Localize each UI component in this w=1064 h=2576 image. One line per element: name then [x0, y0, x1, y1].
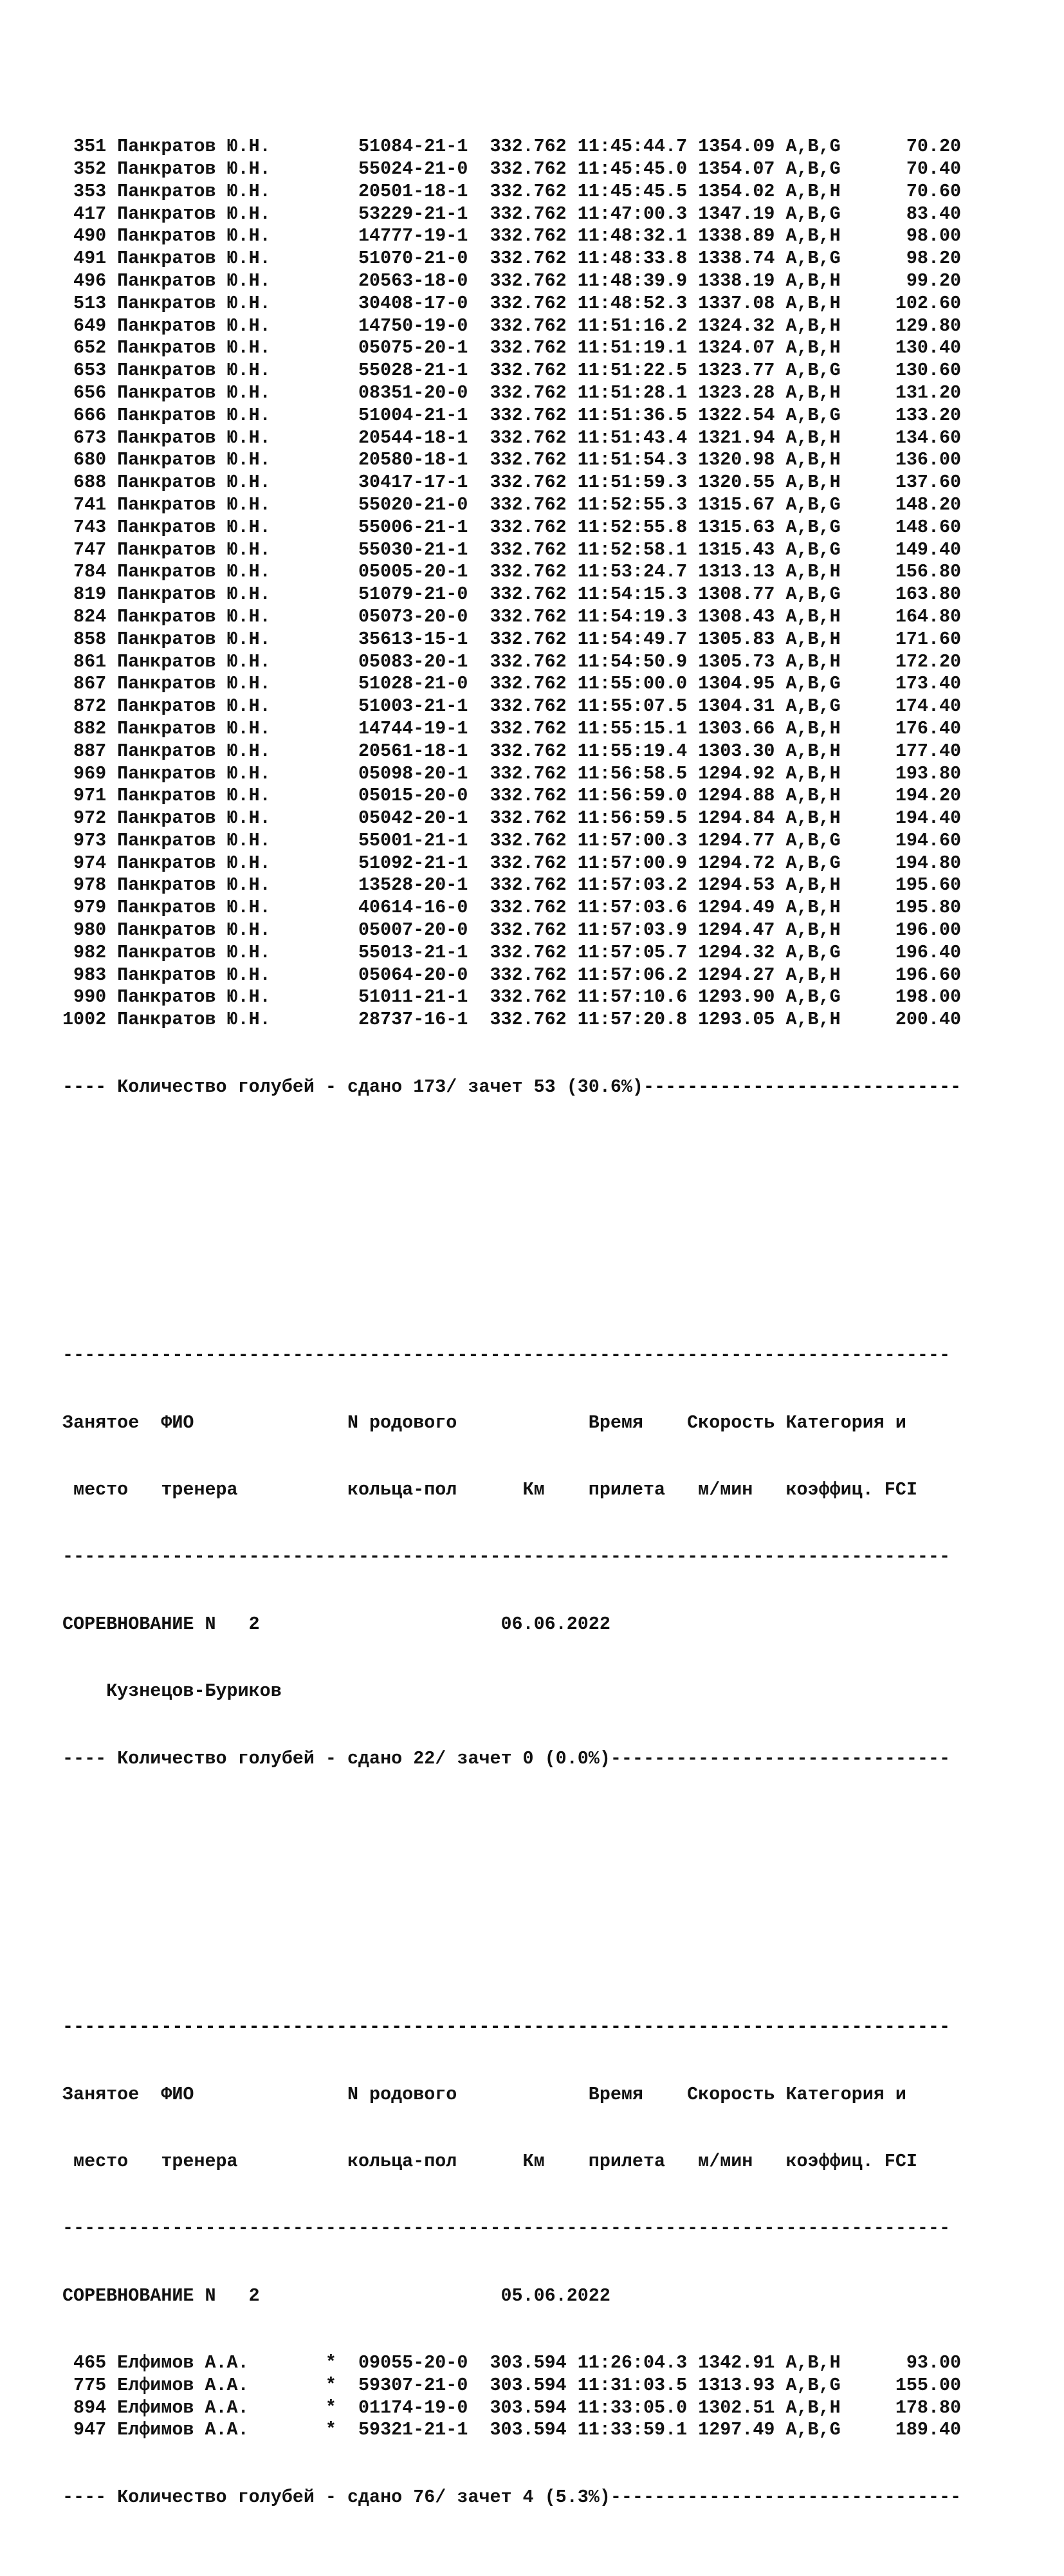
- column-header-line-1: Занятое ФИО N родового Время Скорость Категория и: [62, 1412, 906, 1433]
- table-row: 743 Панкратов Ю.Н. 55006-21-1 332.762 11:52:55.8 1315.63 A,B,G 148.60: [62, 516, 962, 538]
- results-table: [62, 2352, 1040, 2442]
- participant-name: Кузнецов-Буриков: [62, 1680, 282, 1702]
- section-1-results: [62, 91, 1040, 1143]
- table-row: 656 Панкратов Ю.Н. 08351-20-0 332.762 11:51:28.1 1323.28 A,B,H 131.20: [62, 382, 962, 403]
- table-row: 882 Панкратов Ю.Н. 14744-19-1 332.762 11:55:15.1 1303.66 A,B,H 176.40: [62, 717, 962, 739]
- table-row: 990 Панкратов Ю.Н. 51011-21-1 332.762 11:57:10.6 1293.90 A,B,G 198.00: [62, 986, 962, 1008]
- table-row: 673 Панкратов Ю.Н. 20544-18-1 332.762 11:51:43.4 1321.94 A,B,H 134.60: [62, 427, 962, 448]
- table-row: 652 Панкратов Ю.Н. 05075-20-1 332.762 11:51:19.1 1324.07 A,B,H 130.40: [62, 337, 962, 359]
- table-row: 666 Панкратов Ю.Н. 51004-21-1 332.762 11:51:36.5 1322.54 A,B,G 133.20: [62, 404, 962, 426]
- spacer: [62, 1882, 1040, 1904]
- header-rule-bottom: ---------------------------------------------------------------------------------: [62, 2218, 951, 2240]
- header-rule-bottom: ---------------------------------------------------------------------------------: [62, 1546, 951, 1568]
- table-row: 978 Панкратов Ю.Н. 13528-20-1 332.762 11:57:03.2 1294.53 A,B,H 195.60: [62, 874, 962, 896]
- competition-title: СОРЕВНОВАНИЕ N 2 05.06.2022: [62, 2285, 610, 2306]
- table-row: 969 Панкратов Ю.Н. 05098-20-1 332.762 11:56:58.5 1294.92 A,B,H 193.80: [62, 762, 962, 784]
- table-row: 858 Панкратов Ю.Н. 35613-15-1 332.762 11:54:49.7 1305.83 A,B,H 171.60: [62, 628, 962, 650]
- section-2: [62, 1300, 1040, 1815]
- column-header-line-1: Занятое ФИО N родового Время Скорость Категория и: [62, 2083, 906, 2105]
- competition-title: СОРЕВНОВАНИЕ N 2 06.06.2022: [62, 1613, 610, 1635]
- header-rule-top: ---------------------------------------------------------------------------------: [62, 1345, 951, 1366]
- table-row: 819 Панкратов Ю.Н. 51079-21-0 332.762 11:54:15.3 1308.77 A,B,G 163.80: [62, 584, 962, 605]
- table-row: 775 Елфимов А.А. * 59307-21-0 303.594 11:31:03.5 1313.93 A,B,G 155.00: [62, 2374, 962, 2396]
- table-row: 353 Панкратов Ю.Н. 20501-18-1 332.762 11:45:45.5 1354.02 A,B,H 70.60: [62, 180, 962, 202]
- table-row: 973 Панкратов Ю.Н. 55001-21-1 332.762 11:57:00.3 1294.77 A,B,G 194.60: [62, 829, 962, 851]
- table-row: 947 Елфимов А.А. * 59321-21-1 303.594 11:33:59.1 1297.49 A,B,G 189.40: [62, 2419, 962, 2441]
- table-row: 972 Панкратов Ю.Н. 05042-20-1 332.762 11:56:59.5 1294.84 A,B,H 194.40: [62, 807, 962, 829]
- table-row: 741 Панкратов Ю.Н. 55020-21-0 332.762 11:52:55.3 1315.67 A,B,G 148.20: [62, 493, 962, 515]
- table-row: 747 Панкратов Ю.Н. 55030-21-1 332.762 11:52:58.1 1315.43 A,B,G 149.40: [62, 538, 962, 560]
- table-row: 974 Панкратов Ю.Н. 51092-21-1 332.762 11:57:00.9 1294.72 A,B,G 194.80: [62, 852, 962, 874]
- results-report: [62, 46, 1040, 2576]
- table-row: 784 Панкратов Ю.Н. 05005-20-1 332.762 11:53:24.7 1313.13 A,B,H 156.80: [62, 561, 962, 583]
- column-header-line-2: место тренера кольца-пол Км прилета м/мин коэффиц. FCI: [62, 1479, 917, 1500]
- table-row: 653 Панкратов Ю.Н. 55028-21-1 332.762 11:51:22.5 1323.77 A,B,G 130.60: [62, 360, 962, 382]
- table-row: 496 Панкратов Ю.Н. 20563-18-0 332.762 11:48:39.9 1338.19 A,B,H 99.20: [62, 270, 962, 291]
- table-row: 490 Панкратов Ю.Н. 14777-19-1 332.762 11:48:32.1 1338.89 A,B,H 98.00: [62, 225, 962, 247]
- table-row: 465 Елфимов А.А. * 09055-20-0 303.594 11:26:04.3 1342.91 A,B,H 93.00: [62, 2352, 962, 2374]
- table-row: 491 Панкратов Ю.Н. 51070-21-0 332.762 11:48:33.8 1338.74 A,B,G 98.20: [62, 248, 962, 270]
- table-row: 982 Панкратов Ю.Н. 55013-21-1 332.762 11:57:05.7 1294.32 A,B,G 196.40: [62, 941, 962, 963]
- section-3: [62, 1972, 1040, 2554]
- table-row: 867 Панкратов Ю.Н. 51028-21-0 332.762 11:55:00.0 1304.95 A,B,G 173.40: [62, 673, 962, 695]
- table-row: 983 Панкратов Ю.Н. 05064-20-0 332.762 11:57:06.2 1294.27 A,B,H 196.60: [62, 964, 962, 986]
- section-2-summary: ---- Количество голубей - сдано 22/ зачет 0 (0.0%)-------------------------------: [62, 1747, 951, 1769]
- table-row: 688 Панкратов Ю.Н. 30417-17-1 332.762 11:51:59.3 1320.55 A,B,H 137.60: [62, 472, 962, 493]
- table-row: 352 Панкратов Ю.Н. 55024-21-0 332.762 11:45:45.0 1354.07 A,B,G 70.40: [62, 158, 962, 179]
- table-row: 824 Панкратов Ю.Н. 05073-20-0 332.762 11:54:19.3 1308.43 A,B,H 164.80: [62, 605, 962, 627]
- table-row: 872 Панкратов Ю.Н. 51003-21-1 332.762 11:55:07.5 1304.31 A,B,G 174.40: [62, 695, 962, 717]
- table-row: 417 Панкратов Ю.Н. 53229-21-1 332.762 11:47:00.3 1347.19 A,B,G 83.40: [62, 203, 962, 225]
- section-1-summary: ---- Количество голубей - сдано 173/ зачет 53 (30.6%)-----------------------------: [62, 1076, 962, 1098]
- spacer: [62, 1210, 1040, 1233]
- table-row: 861 Панкратов Ю.Н. 05083-20-1 332.762 11:54:50.9 1305.73 A,B,H 172.20: [62, 650, 962, 672]
- table-row: 513 Панкратов Ю.Н. 30408-17-0 332.762 11:48:52.3 1337.08 A,B,H 102.60: [62, 292, 962, 314]
- section-3-summary: ---- Количество голубей - сдано 76/ зачет 4 (5.3%)--------------------------------: [62, 2486, 962, 2508]
- header-rule-top: ---------------------------------------------------------------------------------: [62, 2016, 951, 2038]
- table-row: 980 Панкратов Ю.Н. 05007-20-0 332.762 11:57:03.9 1294.47 A,B,H 196.00: [62, 919, 962, 941]
- table-row: 894 Елфимов А.А. * 01174-19-0 303.594 11:33:05.0 1302.51 A,B,H 178.80: [62, 2397, 962, 2418]
- table-row: 680 Панкратов Ю.Н. 20580-18-1 332.762 11:51:54.3 1320.98 A,B,H 136.00: [62, 449, 962, 471]
- table-row: 971 Панкратов Ю.Н. 05015-20-0 332.762 11:56:59.0 1294.88 A,B,H 194.20: [62, 785, 962, 807]
- table-row: 1002 Панкратов Ю.Н. 28737-16-1 332.762 11:57:20.8 1293.05 A,B,H 200.40: [62, 1009, 962, 1031]
- table-row: 649 Панкратов Ю.Н. 14750-19-0 332.762 11:51:16.2 1324.32 A,B,H 129.80: [62, 315, 962, 336]
- table-row: 979 Панкратов Ю.Н. 40614-16-0 332.762 11:57:03.6 1294.49 A,B,H 195.80: [62, 897, 962, 919]
- column-header-line-2: место тренера кольца-пол Км прилета м/мин коэффиц. FCI: [62, 2150, 917, 2172]
- table-row: 351 Панкратов Ю.Н. 51084-21-1 332.762 11:45:44.7 1354.09 A,B,G 70.20: [62, 136, 962, 158]
- results-table: [62, 136, 1040, 1031]
- table-row: 887 Панкратов Ю.Н. 20561-18-1 332.762 11:55:19.4 1303.30 A,B,H 177.40: [62, 740, 962, 762]
